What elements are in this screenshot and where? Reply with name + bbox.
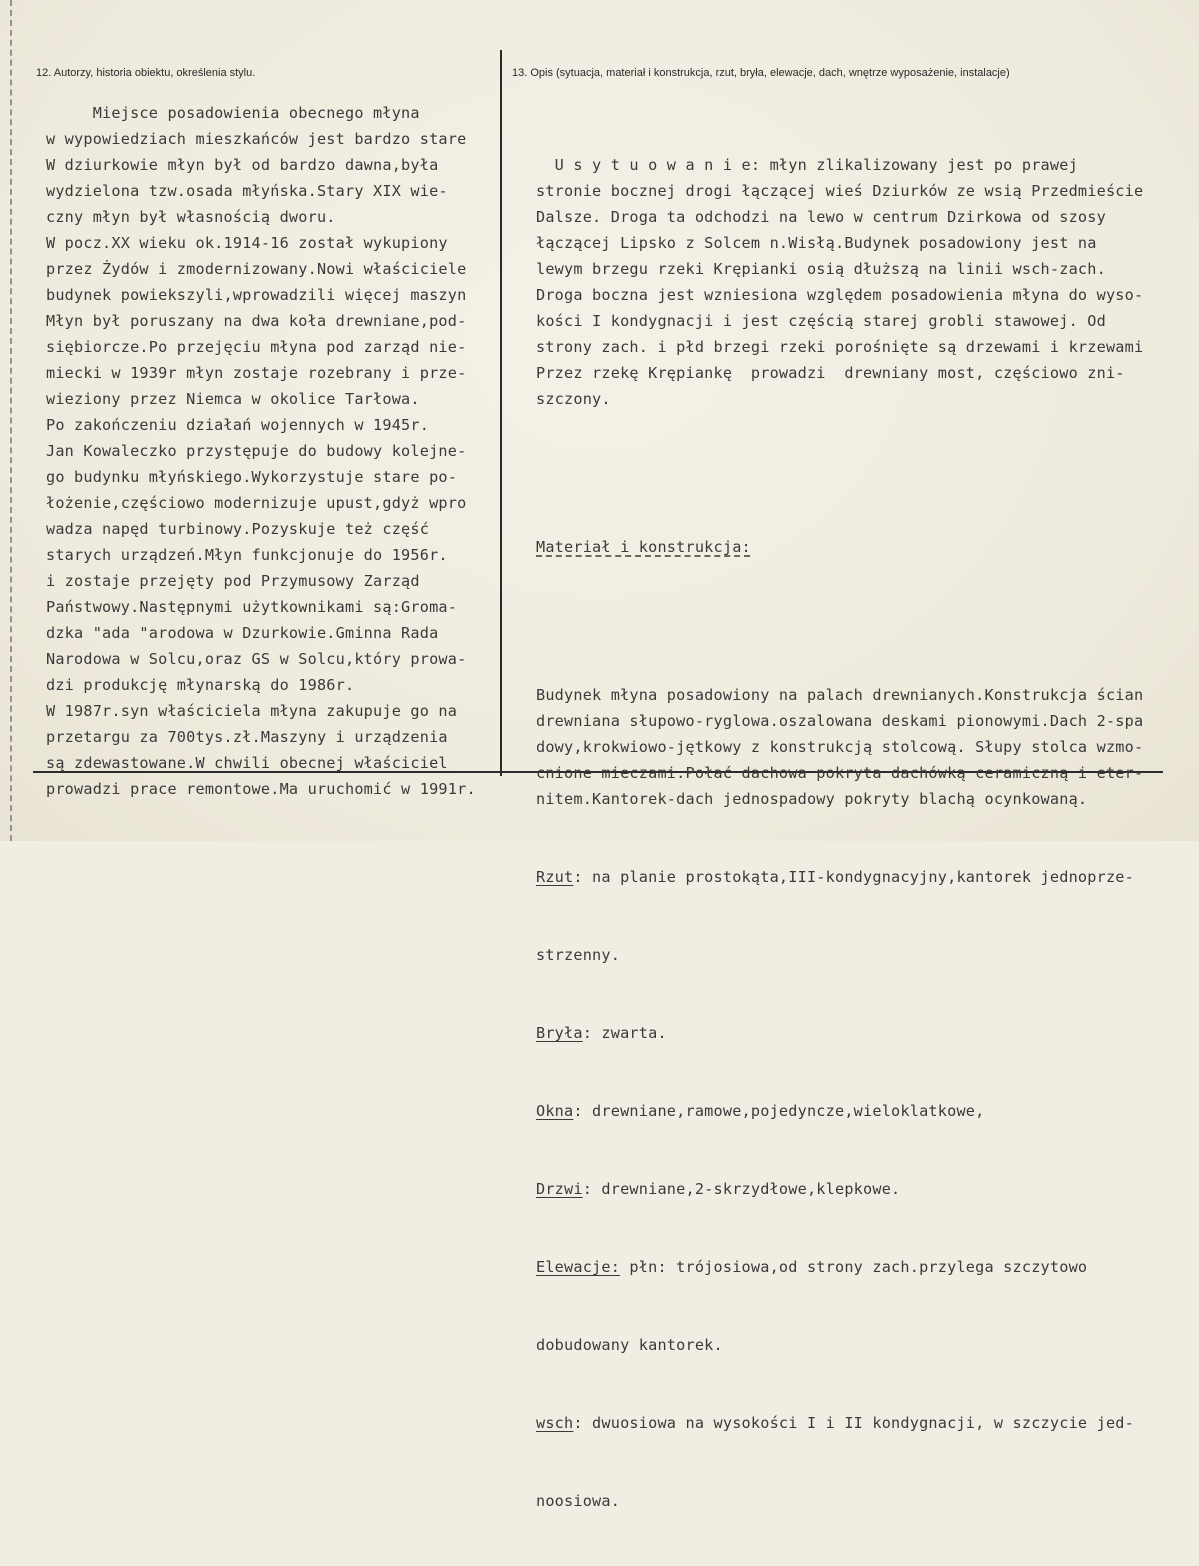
text-line: łożenie,częściowo modernizuje upust,gdyż wpro [46,494,467,512]
text-line: Jan Kowaleczko przystępuje do budowy kolejne- [46,442,467,460]
text-line: W 1987r.syn właściciela młyna zakupuje go na [46,702,458,720]
bryla-line: Bryła: zwarta. [536,1024,667,1042]
text-line: szczony. [536,390,611,408]
text-line: wieziony przez Niemca w okolice Tarłowa. [46,390,420,408]
text-line: dowy,krokwiowo-jętkowy z konstrukcją stolcową. Słupy stolca wzmo- [536,738,1144,756]
text-line: U s y t u o w a n i e: młyn zlikalizowany jest po prawej [536,156,1078,174]
spacer [536,464,1196,482]
text-line: Przez rzekę Krępiankę prowadzi drewniany most, częściowo zni- [536,364,1125,382]
text-line: Droga boczna jest wzniesiona względem posadowienia młyna do wyso- [536,286,1144,304]
rzut-line-cont: strzenny. [536,946,621,964]
text-line: lewym brzegu rzeki Krępianki osią dłuższą na linii wsch-zach. [536,260,1106,278]
text-line: prowadzi prace remontowe.Ma uruchomić w 1991r. [46,780,476,798]
elewacje-line: Elewacje: płn: trójosiowa,od strony zach.przylega szczytowo [536,1258,1088,1276]
wsch-line-cont: noosiowa. [536,1492,621,1510]
text-line: przez Żydów i zmodernizowany.Nowi właściciele [46,260,467,278]
text-line: i zostaje przejęty pod Przymusowy Zarząd [46,572,420,590]
text-line: starych urządzeń.Młyn funkcjonuje do 1956r. [46,546,448,564]
text-line: miecki w 1939r młyn zostaje rozebrany i prze- [46,364,467,382]
text-line: wydzielona tzw.osada młyńska.Stary XIX wie- [46,182,448,200]
text-line: W dziurkowie młyn był od bardzo dawna,była [46,156,439,174]
text-line: stronie bocznej drogi łączącej wieś Dziurków ze wsią Przedmieście [536,182,1144,200]
text-line: kości I kondygnacji i jest częścią starej grobli stawowej. Od [536,312,1106,330]
okna-line: Okna: drewniane,ramowe,pojedyncze,wieloklatkowe, [536,1102,985,1120]
text-line: drewniana słupowo-ryglowa.oszalowana deskami pionowymi.Dach 2-spa [536,712,1144,730]
text-line: dzka "ada "arodowa w Dzurkowie.Gminna Rada [46,624,439,642]
text-line: wadza napęd turbinowy.Pozyskuje też część [46,520,430,538]
text-line: Dalsze. Droga ta odchodzi na lewo w centrum Dzirkowa od szosy [536,208,1106,226]
section-12-header: 12. Autorzy, historia obiektu, określenia stylu. [36,67,256,79]
text-line: budynek powiekszyli,wprowadzili więcej maszyn [46,286,467,304]
text-line: dzi produkcję młynarską do 1986r. [46,676,355,694]
text-line: czny młyn był własnością dworu. [46,208,336,226]
rzut-line: Rzut: na planie prostokąta,III-kondygnacyjny,kantorek jednoprze- [536,868,1134,886]
column-divider [500,50,502,776]
text-line: Młyn był poruszany na dwa koła drewniane,pod- [46,312,467,330]
text-line: Miejsce posadowienia obecnego młyna [46,104,420,122]
text-line: Budynek młyna posadowiony na palach drewnianych.Konstrukcja ścian [536,686,1144,704]
text-line: cnione mieczami.Połać dachowa pokryta dachówką ceramiczną i eter- [536,764,1144,782]
description-text [536,100,1196,1566]
text-line: łączącej Lipsko z Solcem n.Wisłą.Budynek posadowiony jest na [536,234,1097,252]
section-13-header: 13. Opis (sytuacja, materiał i konstrukcja, rzut, bryła, elewacje, dach, wnętrze wyposażenie, instalacje) [512,67,1010,79]
material-heading: Materiał i konstrukcja: [536,538,751,556]
text-line: w wypowiedziach mieszkańców jest bardzo stare [46,130,467,148]
text-line: są zdewastowane.W chwili obecnej właściciel [46,754,448,772]
elewacje-line-cont: dobudowany kantorek. [536,1336,723,1354]
text-line: go budynku młyńskiego.Wykorzystuje stare po- [46,468,458,486]
text-line: Państwowy.Następnymi użytkownikami są:Groma- [46,598,458,616]
drzwi-line: Drzwi: drewniane,2-skrzydłowe,klepkowe. [536,1180,901,1198]
text-line: nitem.Kantorek-dach jednospadowy pokryty blachą ocynkowaną. [536,790,1088,808]
text-line: strony zach. i płd brzegi rzeki porośnięte są drzewami i krzewami [536,338,1144,356]
text-line: W pocz.XX wieku ok.1914-16 został wykupiony [46,234,448,252]
text-line: Narodowa w Solcu,oraz GS w Solcu,który prowa- [46,650,467,668]
perforation-rule [10,0,13,841]
text-line: Po zakończeniu działań wojennych w 1945r. [46,416,430,434]
spacer [536,612,1196,630]
wsch-line: wsch: dwuosiowa na wysokości I i II kondygnacji, w szczycie jed- [536,1414,1134,1432]
text-line: przetargu za 700tys.zł.Maszyny i urządzenia [46,728,448,746]
text-line: siębiorcze.Po przejęciu młyna pod zarząd nie- [46,338,467,356]
history-text [46,100,498,802]
